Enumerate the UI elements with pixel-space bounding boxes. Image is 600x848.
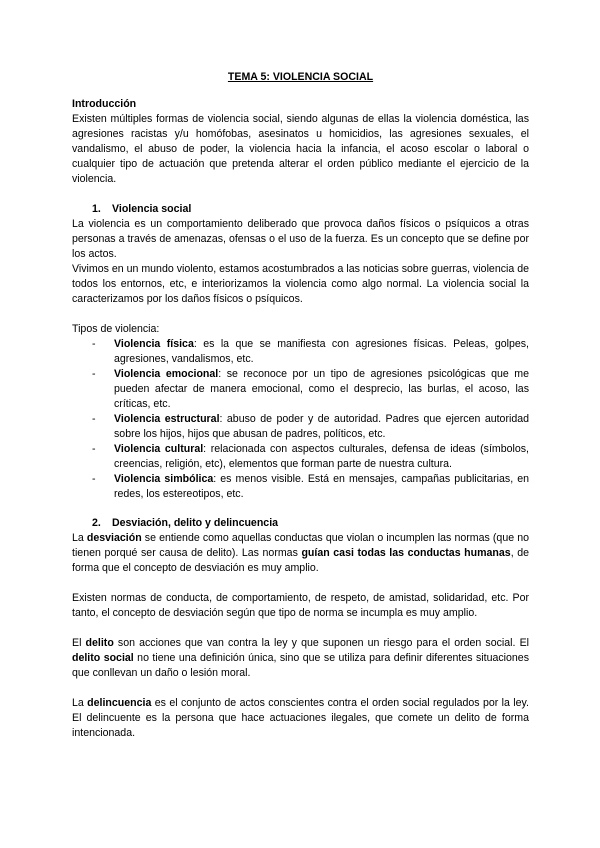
list-item bbox=[92, 472, 529, 502]
section2-paragraph-3: El delito son acciones que van contra la ley y que suponen un riesgo para el orden social. El delito social no tiene una definición única, sino que se utiliza para definir diferentes situaciones que conllevan un daño o lesión moral. bbox=[72, 637, 529, 679]
type-term: Violencia simbólica bbox=[114, 473, 214, 485]
term-desviacion: desviación bbox=[86, 532, 142, 544]
type-desc: : se reconoce por un tipo de agresiones psicológicas que me pueden afectar de manera emocional, como el desprecio, las burlas, el acoso, las críticas, etc. bbox=[114, 368, 529, 410]
list-item bbox=[92, 442, 529, 472]
dash-bullet: - bbox=[92, 413, 96, 425]
intro-heading: Introducción bbox=[72, 98, 137, 110]
types-intro: Tipos de violencia: bbox=[72, 323, 160, 335]
type-term: Violencia estructural bbox=[114, 413, 220, 425]
list-item bbox=[92, 412, 529, 442]
term-delito-social: delito social bbox=[72, 652, 134, 664]
type-desc: : es la que se manifiesta con agresiones físicas. Peleas, golpes, agresiones, vandalismos, etc. bbox=[114, 338, 529, 365]
type-desc: : abuso de poder y de autoridad. Padres que ejercen autoridad sobre los hijos, hijos que abusan de padres, políticos, etc. bbox=[114, 413, 529, 440]
violence-types-list bbox=[72, 337, 529, 502]
section2-title: Desviación, delito y delincuencia bbox=[112, 517, 279, 529]
section1-paragraph-1: La violencia es un comportamiento deliberado que provoca daños físicos o psíquicos a otras personas a través de amenazas, ofensas o el uso de la fuerza. Es un concepto que se define por los actos. bbox=[72, 218, 529, 260]
dash-bullet: - bbox=[92, 338, 96, 350]
list-item bbox=[92, 367, 529, 412]
section2-number: 2. bbox=[92, 517, 101, 529]
type-term: Violencia cultural bbox=[114, 443, 204, 455]
type-term: Violencia física bbox=[114, 338, 194, 350]
section1-paragraph-2: Vivimos en un mundo violento, estamos acostumbrados a las noticias sobre guerras, violencia de todos los entornos, etc, e interiorizamos la violencia como algo normal. La violencia social la caracterizamos por los daños físicos o psíquicos. bbox=[72, 263, 529, 305]
dash-bullet: - bbox=[92, 443, 96, 455]
dash-bullet: - bbox=[92, 473, 96, 485]
section2-paragraph-4: La delincuencia es el conjunto de actos conscientes contra el orden social regulados por la ley. El delincuente es la persona que hace actuaciones ilegales, que comete un delito de forma intencionada. bbox=[72, 697, 529, 739]
section1-heading bbox=[72, 202, 529, 217]
section2-paragraph-1: La desviación se entiende como aquellas conductas que violan o incumplen las normas (que no tienen porqué ser causa de delito). Las normas guían casi todas las conductas humanas, de forma que el concepto de desviación es muy amplio. bbox=[72, 532, 529, 574]
type-desc: : relacionada con aspectos culturales, defensa de ideas (símbolos, creencias, religión, etc), elementos que forman parte de nuestra cultura. bbox=[114, 443, 529, 470]
type-desc: : es menos visible. Está en mensajes, campañas publicitarias, en redes, los estereotipos, etc. bbox=[114, 473, 529, 500]
dash-bullet: - bbox=[92, 368, 96, 380]
term-delincuencia: delincuencia bbox=[87, 697, 152, 709]
term-delito: delito bbox=[85, 637, 114, 649]
section1-number: 1. bbox=[92, 203, 101, 215]
section2-paragraph-2: Existen normas de conducta, de comportamiento, de respeto, de amistad, solidaridad, etc. Por tanto, el concepto de desviación según que tipo de norma se incumpla es muy amplio. bbox=[72, 592, 529, 619]
term-normas-guian: guían casi todas las conductas humanas bbox=[301, 547, 511, 559]
list-item bbox=[92, 337, 529, 367]
intro-paragraph: Existen múltiples formas de violencia social, siendo algunas de ellas la violencia doméstica, las agresiones racistas y/u homófobas, asesinatos u homicidios, las agresiones sexuales, el vandalismo, el abuso de poder, la violencia hacia la infancia, el acoso escolar o laboral o cualquier tipo de actuación que pretenda alterar el orden público mediante el ejercicio de la violencia. bbox=[72, 113, 529, 185]
type-term: Violencia emocional bbox=[114, 368, 219, 380]
section2-heading bbox=[72, 516, 529, 531]
document-title: TEMA 5: VIOLENCIA SOCIAL bbox=[227, 71, 374, 83]
section1-title: Violencia social bbox=[112, 203, 192, 215]
